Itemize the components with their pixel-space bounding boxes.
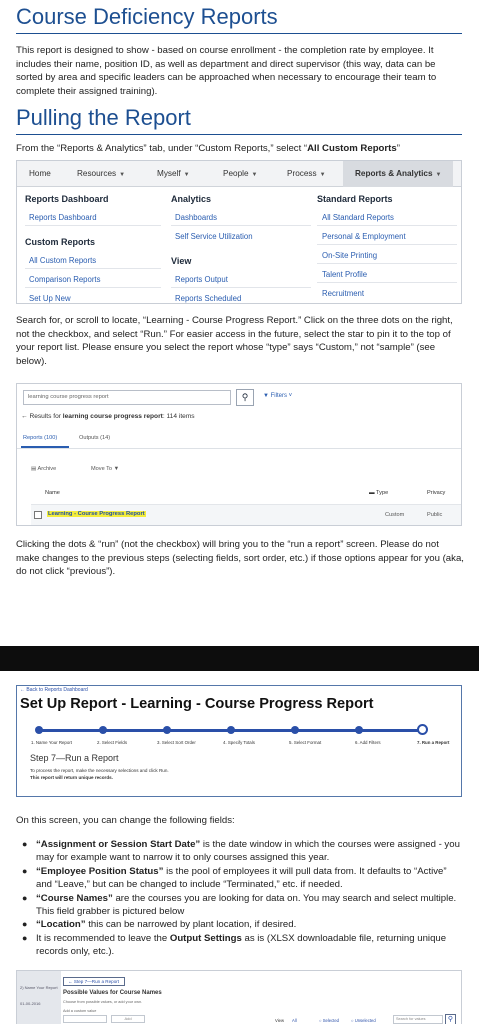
results-count: : 114 items (162, 413, 195, 420)
intro-paragraph: This report is designed to show - based on course enrollment - the completion rate by employee. It includes their name, position ID, as well as department and direct supervisor (this way, data can be sorted by area and specific leaders can be approached when necessary to encourage their team to complete their assigned training). (16, 45, 437, 97)
menu-link-reports-scheduled[interactable]: Reports Scheduled (175, 294, 242, 303)
step-dot-1[interactable] (35, 726, 43, 734)
search-input[interactable]: learning course progress report (23, 390, 231, 405)
search-icon[interactable]: ⚲ (445, 1014, 456, 1024)
menu-link-reports-output[interactable]: Reports Output (175, 275, 228, 284)
step-dot-5[interactable] (291, 726, 299, 734)
chevron-down-icon: ▼ (319, 172, 326, 178)
row-checkbox[interactable] (34, 511, 42, 519)
back-arrow-icon: ← (20, 687, 25, 693)
filters-label: Filters (270, 393, 287, 399)
section-rule (16, 134, 462, 135)
course-names-screenshot (16, 970, 462, 1024)
menu-heading-custom-reports: Custom Reports (25, 237, 96, 247)
nav-reports-analytics[interactable] (343, 161, 453, 187)
tab-divider (17, 448, 461, 449)
bullet-term: “Location” (36, 919, 86, 931)
column-header-privacy[interactable]: Privacy (427, 490, 446, 496)
menu-divider (317, 282, 457, 283)
menu-link-set-up-new[interactable]: Set Up New (29, 294, 71, 303)
add-value-button[interactable]: Add (111, 1015, 145, 1023)
report-name-link[interactable]: Learning - Course Progress Report (48, 511, 145, 517)
search-icon[interactable]: ⚲ (236, 389, 254, 406)
menu-heading-view: View (171, 256, 192, 266)
bullet-icon: ● (22, 892, 28, 903)
step-dot-2[interactable] (99, 726, 107, 734)
step-label-2: 2. Select Fields (97, 740, 128, 745)
column-header-type[interactable] (369, 490, 388, 496)
back-link-label: Back to Reports Dashboard (26, 687, 88, 693)
bullet-icon: ● (22, 919, 28, 930)
setup-report-screenshot (16, 685, 462, 797)
results-summary (21, 413, 195, 420)
filters-button[interactable]: ▼ Filters ˅ (263, 393, 293, 399)
nav-home-label: Home (29, 169, 51, 178)
column-type-label: Type (376, 490, 389, 496)
possible-values-title: Possible Values for Course Names (63, 990, 162, 996)
chevron-down-icon: ▼ (183, 172, 190, 178)
nav-myself-label: Myself (157, 169, 181, 178)
possible-values-hint: Choose from possible values, or add your own. (63, 1000, 143, 1004)
menu-link-self-service[interactable]: Self Service Utilization (175, 232, 253, 241)
chevron-down-icon: ▼ (113, 466, 120, 472)
custom-value-label: Add a custom value (63, 1009, 97, 1013)
step-dot-7-current[interactable] (417, 724, 428, 735)
pulling-instruction (16, 142, 464, 156)
unselected-label: Unselected (354, 1018, 376, 1023)
radio-icon: ○ (319, 1018, 322, 1023)
unique-records-note: This report will return unique records. (30, 775, 113, 780)
bullet-icon: ● (22, 865, 28, 876)
bullet-pre: It is recommended to leave the (36, 932, 170, 944)
run-instruction: Clicking the dots & “run” (not the checkbox) will bring you to the “run a report” screen. Please do not make changes to the previous steps (selecting fields, sort order, etc.) if those options appear for you (aka, do not click “previous”). (16, 539, 464, 577)
step-label-1: 1. Name Your Report (31, 740, 73, 745)
move-to-label: Move To (91, 466, 113, 472)
bullet-text: this can be narrowed by plant location, if desired. (85, 919, 297, 931)
step-label-5: 5. Select Format (289, 740, 322, 745)
bullet-term: “Course Names” (36, 892, 113, 904)
bullet-text: is the pool of employees it will pull data from. It defaults to “Active” and “Leave,” but can be changed to include “Terminated,” etc. if needed. (36, 865, 447, 891)
menu-link-all-custom-reports[interactable]: All Custom Reports (29, 256, 97, 265)
bullet-text: are the courses you are looking for data on. You may search and select multiple. This field grabber is pictured below (36, 892, 457, 918)
step-back-label: Step 7—Run a Report (73, 979, 120, 984)
step-label-7: 7. Run a Report (417, 740, 450, 745)
step-label-3: 3. Select Sort Order (157, 740, 196, 745)
menu-link-recruitment[interactable]: Recruitment (322, 289, 365, 298)
filter-unselected-radio[interactable] (351, 1018, 376, 1023)
nav-people[interactable] (223, 161, 257, 187)
menu-heading-analytics: Analytics (171, 194, 212, 204)
step-heading: Step 7—Run a Report (30, 753, 119, 763)
setup-report-title: Set Up Report - Learning - Course Progress Report (20, 696, 374, 712)
side-panel-date: 01-00-2016 (20, 1001, 41, 1006)
list-item (20, 892, 462, 919)
step-back-button[interactable] (63, 977, 125, 986)
search-results-screenshot (16, 383, 462, 526)
folder-icon: ▬ (369, 490, 375, 496)
menu-divider (317, 225, 457, 226)
instruction-end: ” (396, 143, 400, 154)
menu-link-reports-dashboard[interactable]: Reports Dashboard (29, 213, 97, 222)
step-instruction: To process the report, make the necessary selections and click Run. (30, 768, 169, 773)
menu-link-all-standard-reports[interactable]: All Standard Reports (322, 213, 394, 222)
page-break-band (0, 646, 479, 671)
chevron-down-icon: ▼ (251, 172, 258, 178)
step-dot-3[interactable] (163, 726, 171, 734)
archive-label: Archive (37, 466, 57, 472)
title-rule (16, 33, 462, 34)
filter-all-radio[interactable]: All (292, 1018, 297, 1023)
menu-link-dashboards[interactable]: Dashboards (175, 213, 218, 222)
bullet-icon: ● (22, 932, 28, 943)
archive-button[interactable] (31, 466, 56, 472)
instruction-text: From the “Reports & Analytics” tab, under “Custom Reports,” select “ (16, 143, 308, 154)
nav-home[interactable] (29, 161, 51, 187)
side-panel (17, 971, 61, 1024)
filter-selected-radio[interactable] (319, 1018, 339, 1023)
list-item (20, 838, 462, 865)
chevron-down-icon: ▼ (119, 172, 126, 178)
fields-list (20, 838, 462, 959)
selected-label: Selected (322, 1018, 339, 1023)
tab-outputs[interactable]: Outputs (14) (79, 435, 111, 441)
results-prefix: Results for (29, 413, 63, 420)
list-item (20, 932, 462, 959)
back-arrow-icon: ← (68, 979, 73, 984)
section-heading-pulling: Pulling the Report (16, 105, 191, 130)
bullet-term: Output Settings (169, 932, 242, 944)
menu-link-personal-employment[interactable]: Personal & Employment (322, 232, 406, 241)
search-instruction: Search for, or scroll to locate, “Learning - Course Progress Report.” Click on the three dots on the right, not the checkbox, and select “Run.” For easier access in the future, select the star to pin it to the top of your report list. Please ensure you select the report whose “type” says “Custom,” not “sample” (see below). (16, 315, 453, 367)
instruction-bold: All Custom Reports (307, 143, 397, 154)
custom-value-input[interactable] (63, 1015, 107, 1023)
report-privacy: Public (427, 512, 443, 518)
step-label-4: 4. Specify Totals (223, 740, 255, 745)
menu-heading-standard-reports: Standard Reports (317, 194, 393, 204)
nav-myself[interactable] (157, 161, 190, 187)
nav-resources-label: Resources (77, 169, 117, 178)
bullet-icon: ● (22, 839, 28, 849)
report-type: Custom (385, 512, 405, 518)
menu-link-comparison-reports[interactable]: Comparison Reports (29, 275, 101, 284)
value-search-input[interactable]: Search for values (393, 1015, 443, 1024)
fields-intro: On this screen, you can change the following fields: (16, 815, 235, 826)
view-label: View (275, 1018, 285, 1023)
tab-reports[interactable]: Reports (100) (23, 435, 58, 441)
menu-heading-reports-dashboard: Reports Dashboard (25, 194, 109, 204)
back-arrow-icon[interactable]: ← (21, 413, 28, 420)
menu-link-on-site-printing[interactable]: On-Site Printing (322, 251, 378, 260)
archive-icon: ▤ (31, 466, 37, 472)
page-title: Course Deficiency Reports (16, 4, 278, 29)
bullet-term: “Employee Position Status” (36, 865, 164, 877)
menu-link-talent-profile[interactable]: Talent Profile (322, 270, 368, 279)
reports-menu-screenshot (16, 160, 462, 304)
menu-divider (25, 225, 161, 226)
bullet-text: is the date window in which the courses were assigned - you may for example want to narrow it to only courses assigned this year. (36, 839, 460, 864)
nav-resources[interactable] (77, 161, 125, 187)
nav-people-label: People (223, 169, 249, 178)
list-item (20, 865, 462, 892)
menu-divider (25, 287, 161, 288)
list-item (20, 918, 462, 931)
top-nav-bar (17, 161, 461, 187)
back-to-dashboard-link[interactable] (20, 687, 88, 693)
menu-divider (317, 244, 457, 245)
step-label-6: 6. Add Filters (355, 740, 381, 745)
move-to-button[interactable] (91, 466, 119, 472)
results-query: learning course progress report (62, 413, 163, 420)
bullet-text: as is (XLSX downloadable file, returning unique records only, etc.). (36, 932, 447, 958)
menu-divider (25, 268, 161, 269)
column-header-name[interactable]: Name (45, 490, 60, 496)
step-dot-4[interactable] (227, 726, 235, 734)
side-panel-text: 2) Name Your Report (20, 985, 58, 990)
menu-divider (171, 225, 311, 226)
nav-reports-analytics-label: Reports & Analytics (355, 169, 433, 178)
step-dot-6[interactable] (355, 726, 363, 734)
menu-divider (317, 263, 457, 264)
menu-divider (171, 287, 311, 288)
nav-process-label: Process (287, 169, 317, 178)
bullet-term: “Assignment or Session Start Date” (36, 839, 201, 850)
nav-process[interactable] (287, 161, 326, 187)
chevron-down-icon: ▼ (435, 172, 442, 178)
radio-icon: ○ (351, 1018, 354, 1023)
